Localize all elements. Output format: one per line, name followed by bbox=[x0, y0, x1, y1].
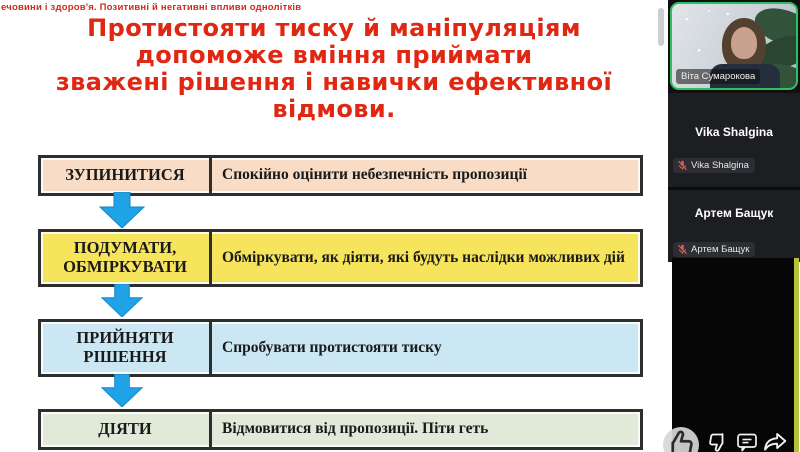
action-cell: Обміркувати, як діяти, які будуть наслідки можливих дій bbox=[222, 248, 625, 266]
step-cell: ПРИЙНЯТИ РІШЕННЯ bbox=[41, 322, 212, 374]
down-arrow-icon bbox=[99, 192, 145, 228]
participant-tile[interactable] bbox=[668, 190, 800, 262]
step-cell: ЗУПИНИТИСЯ bbox=[41, 158, 212, 193]
participant-tile[interactable] bbox=[668, 93, 800, 187]
participant-name-tag-label: Артем Бащук bbox=[691, 244, 750, 255]
document-heading: ечовини і здоров'я. Позитивні й негативні впливи однолітків bbox=[1, 2, 302, 13]
step-cell: ДІЯТИ bbox=[41, 412, 212, 447]
scrollbar-thumb[interactable] bbox=[658, 8, 664, 46]
slide-title-line: відмови. bbox=[272, 95, 396, 123]
action-cell: Відмовитися від пропозиції. Піти геть bbox=[222, 420, 489, 438]
participant-list bbox=[668, 93, 800, 262]
slide-title-line: зважені рішення і навички ефективної bbox=[55, 68, 613, 96]
participant-name-tag bbox=[673, 158, 755, 173]
mic-muted-icon bbox=[677, 160, 688, 171]
participant-name-tag: Віта Сумарокова bbox=[676, 69, 760, 84]
empty-video-area bbox=[672, 258, 794, 452]
action-cell: Спокійно оцінити небезпечність пропозиції bbox=[222, 166, 527, 184]
slide-title bbox=[0, 15, 668, 123]
flow-row-think bbox=[38, 229, 643, 287]
participant-name: Vika Shalgina bbox=[695, 125, 773, 139]
down-arrow-icon bbox=[99, 374, 145, 407]
step-cell: ПОДУМАТИ, ОБМІРКУВАТИ bbox=[41, 232, 212, 284]
mic-muted-icon bbox=[677, 244, 688, 255]
like-button[interactable] bbox=[663, 427, 699, 452]
down-arrow-icon bbox=[99, 284, 145, 317]
share-button[interactable] bbox=[762, 428, 788, 452]
participant-name: Артем Бащук bbox=[694, 206, 774, 220]
participant-name-tag bbox=[673, 242, 755, 257]
thumbs-down-icon bbox=[705, 430, 729, 452]
flow-row-act bbox=[38, 409, 643, 450]
comment-button[interactable] bbox=[735, 430, 759, 452]
flow-row-stop bbox=[38, 155, 643, 196]
thumbs-up-icon bbox=[663, 427, 699, 452]
slide-title-line: допоможе вміння приймати bbox=[135, 41, 533, 69]
flow-row-decide bbox=[38, 319, 643, 377]
person-face bbox=[731, 27, 757, 59]
edge-highlight bbox=[794, 258, 799, 452]
slide-title-line: Протистояти тиску й маніпуляціям bbox=[87, 14, 581, 42]
action-cell: Спробувати протистояти тиску bbox=[222, 338, 442, 356]
participant-name-tag-label: Vika Shalgina bbox=[691, 160, 749, 171]
comment-icon bbox=[735, 430, 759, 452]
share-arrow-icon bbox=[762, 428, 788, 452]
video-tile-active-speaker[interactable] bbox=[670, 2, 798, 90]
dislike-button[interactable] bbox=[705, 430, 729, 452]
